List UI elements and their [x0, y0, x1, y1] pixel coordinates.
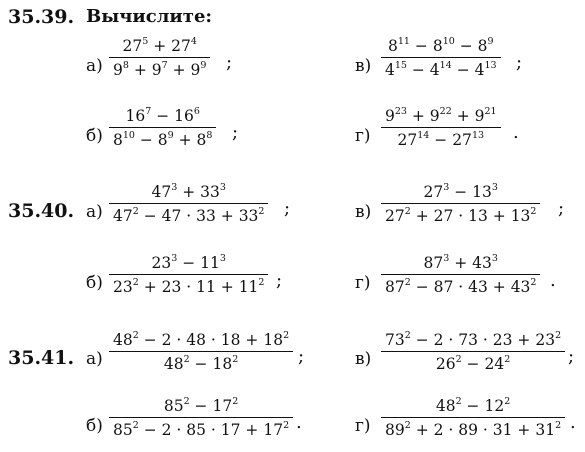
- fraction: [381, 254, 540, 296]
- denominator: $4^{15} - 4^{14} - 4^{13}$: [385, 60, 497, 80]
- denominator: $47^2 - 47 \cdot 33 + 33^2$: [113, 206, 265, 226]
- problem-number: 35.41.: [8, 347, 75, 369]
- denominator: $23^2 + 23 \cdot 11 + 11^2$: [113, 277, 265, 297]
- punctuation: .: [570, 412, 576, 433]
- denominator: $27^{14} - 27^{13}$: [397, 130, 485, 150]
- punctuation: ;: [568, 346, 575, 367]
- fraction: [381, 37, 501, 79]
- fraction-bar: [381, 417, 565, 418]
- denominator: $48^2 - 18^2$: [163, 354, 239, 374]
- numerator: $27^5 + 27^4$: [122, 36, 197, 55]
- fraction: [381, 331, 565, 373]
- problem-number: 35.39.: [8, 6, 75, 28]
- punctuation: .: [296, 412, 302, 433]
- punctuation: ;: [284, 198, 291, 219]
- numerator: $48^2 - 2 \cdot 48 \cdot 18 + 18^2$: [113, 330, 290, 349]
- punctuation: ;: [298, 346, 305, 367]
- fraction-bar: [109, 417, 293, 418]
- numerator: $9^{23} + 9^{22} + 9^{21}$: [385, 106, 497, 125]
- numerator: $48^2 - 12^2$: [435, 396, 511, 415]
- fraction: [109, 107, 216, 149]
- denominator: $87^2 - 87 \cdot 43 + 43^2$: [385, 277, 537, 297]
- punctuation: ;: [558, 198, 565, 219]
- numerator: $8^{11} - 8^{10} - 8^9$: [388, 36, 494, 55]
- problem-number: 35.40.: [8, 200, 75, 222]
- punctuation: ;: [226, 52, 233, 73]
- fraction-bar: [109, 274, 268, 275]
- numerator: $85^2 - 17^2$: [163, 396, 239, 415]
- fraction: [381, 397, 565, 439]
- punctuation: ;: [516, 52, 523, 73]
- denominator: $26^2 - 24^2$: [435, 354, 511, 374]
- fraction: [109, 37, 210, 79]
- item-label: в): [355, 349, 372, 369]
- fraction: [109, 254, 268, 296]
- fraction: [109, 331, 293, 373]
- item-label: а): [86, 56, 103, 76]
- fraction-bar: [381, 127, 501, 128]
- fraction-bar: [381, 274, 540, 275]
- denominator: $85^2 - 2 \cdot 85 \cdot 17 + 17^2$: [113, 420, 290, 440]
- numerator: $73^2 - 2 \cdot 73 \cdot 23 + 23^2$: [385, 330, 562, 349]
- fraction-bar: [381, 203, 540, 204]
- punctuation: .: [513, 122, 519, 143]
- punctuation: .: [550, 270, 556, 291]
- denominator: $27^2 + 27 \cdot 13 + 13^2$: [385, 206, 537, 226]
- problem-title: Вычислите:: [86, 6, 213, 27]
- fraction-bar: [109, 203, 268, 204]
- fraction-bar: [109, 351, 293, 352]
- item-label: в): [355, 202, 372, 222]
- item-label: в): [355, 56, 372, 76]
- fraction-bar: [109, 127, 216, 128]
- numerator: $47^3 + 33^3$: [151, 182, 226, 201]
- item-label: б): [86, 126, 103, 146]
- denominator: $8^{10} - 8^9 + 8^8$: [113, 130, 213, 150]
- item-label: г): [355, 273, 371, 293]
- numerator: $27^3 - 13^3$: [423, 182, 498, 201]
- numerator: $87^3 + 43^3$: [423, 253, 498, 272]
- item-label: а): [86, 349, 103, 369]
- denominator: $9^8 + 9^7 + 9^9$: [113, 60, 207, 80]
- fraction-bar: [381, 351, 565, 352]
- item-label: а): [86, 202, 103, 222]
- item-label: г): [355, 416, 371, 436]
- item-label: б): [86, 273, 103, 293]
- fraction: [381, 107, 501, 149]
- item-label: г): [355, 126, 371, 146]
- numerator: $23^3 - 11^3$: [151, 253, 226, 272]
- fraction-bar: [109, 57, 210, 58]
- punctuation: ;: [232, 122, 239, 143]
- fraction: [109, 397, 293, 439]
- fraction-bar: [381, 57, 501, 58]
- punctuation: ;: [276, 270, 283, 291]
- denominator: $89^2 + 2 \cdot 89 \cdot 31 + 31^2$: [385, 420, 562, 440]
- fraction: [109, 183, 268, 225]
- fraction: [381, 183, 540, 225]
- numerator: $16^7 - 16^6$: [125, 106, 200, 125]
- item-label: б): [86, 416, 103, 436]
